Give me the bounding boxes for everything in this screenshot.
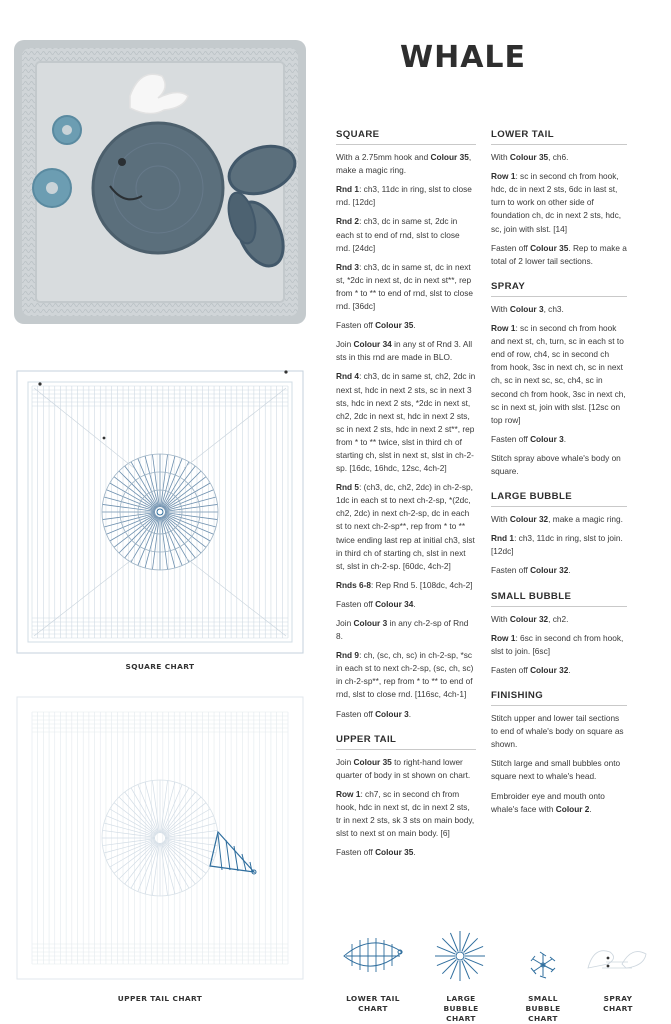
whale-square-photo — [12, 38, 310, 328]
body-text: . — [413, 598, 416, 609]
emphasis-text: Rnd 3 — [336, 261, 360, 272]
instruction-paragraph — [336, 756, 476, 782]
large-bubble-chart — [432, 928, 488, 984]
body-text: to right-hand lower quarter of body in st shown on chart. — [336, 756, 471, 780]
lower-tail-section — [491, 128, 627, 268]
instruction-paragraph — [491, 790, 627, 816]
body-text: . — [589, 803, 592, 814]
lower-tail-chart — [338, 930, 408, 980]
instruction-paragraph — [336, 846, 476, 859]
body-text: . — [413, 847, 416, 858]
body-text: : ch, (sc, ch, sc) in ch-2-sp, *sc in each st to next ch-2-sp, (sc, ch, sc) in ch-2-sp**, rep from * to ** to end of rnd, slst to close rnd. [116sc, 4ch-1] — [336, 650, 474, 700]
upper-tail-chart-highlight — [210, 832, 256, 874]
emphasis-text: Row 1 — [491, 171, 516, 182]
emphasis-text: Colour 32 — [509, 613, 549, 624]
chart-spoke — [465, 958, 483, 966]
square-section — [336, 128, 476, 721]
body-text: . — [408, 708, 412, 719]
emphasis-text: Colour 2 — [555, 803, 590, 814]
body-text: : ch3, 11dc in ring, slst to join. [12dc] — [491, 533, 623, 557]
instruction-paragraph — [336, 370, 476, 475]
body-text: . — [568, 565, 571, 576]
upper-tail-chart-caption: UPPER TAIL CHART — [117, 994, 203, 1003]
emphasis-text: Rnds 6-8 — [336, 579, 372, 590]
chart-spoke — [110, 515, 156, 542]
body-text: in any st of Rnd 3. All sts in this rnd are made in BLO. — [336, 339, 473, 363]
upper-tail-chart — [14, 694, 306, 982]
instruction-paragraph — [491, 433, 627, 446]
instruction-paragraph — [336, 598, 476, 611]
body-text: , make a magic ring. — [548, 514, 623, 525]
chart-spoke — [152, 517, 159, 570]
spray-section — [491, 280, 627, 478]
spray-chart-caption: SPRAY CHART — [603, 994, 633, 1013]
emphasis-text: Row 1 — [491, 632, 516, 643]
body-text: With a 2.75mm hook and — [336, 152, 431, 163]
emphasis-text: Rnd 1 — [491, 533, 515, 544]
body-text: Fasten off — [336, 847, 376, 858]
emphasis-text: Colour 35 — [353, 756, 392, 767]
body-text: : ch3, dc in same st, ch2, 2dc in next st, hdc in next 2 sts, sc in next 3 sts, hdc in next 2 sts, *2dc in next st, ch2, 2dc in next st, hdc in next 2 sts, sc in next 2 sts, hdc in next 2 st**, rep from * to ** twice, slst in third ch of starting ch, slst in next st, slst in ch-2-sp. [16dc, 16hdc, 12sc, 4ch-2] — [336, 371, 476, 474]
chart-spoke — [110, 483, 156, 510]
square-chart-caption: SQUARE CHART — [125, 662, 195, 671]
instruction-paragraph — [336, 649, 476, 701]
chart-spoke — [131, 842, 158, 888]
body-text: in any ch-2-sp of Rnd 8. — [336, 618, 469, 642]
body-text: Join — [336, 756, 354, 767]
chart-spoke — [462, 933, 470, 951]
chart-spoke — [114, 841, 156, 873]
instruction-paragraph — [491, 532, 627, 558]
chart-spoke — [152, 454, 159, 507]
body-text: : sc in second ch from hook, hdc, dc in next 2 sts, 6dc in last st, turn to work on other side of foundation ch, dc in next 2 sts, hdc, sc, join with slst. [14] — [491, 171, 622, 234]
instruction-paragraph — [491, 513, 627, 526]
body-text: . — [563, 433, 567, 444]
body-text: Stitch upper and lower tail sections to end of whale's body on square as shown. — [491, 713, 624, 750]
instruction-paragraph — [336, 151, 476, 177]
emphasis-text: Rnd 9 — [336, 650, 360, 661]
small-bubble-section — [491, 590, 627, 677]
small-bubble-chart-caption: SMALL BUBBLE CHART — [525, 994, 561, 1023]
instruction-paragraph — [336, 183, 476, 209]
finishing-heading: FINISHING — [491, 689, 627, 706]
chart-spoke — [164, 809, 210, 836]
chart-spoke — [464, 938, 478, 952]
emphasis-text: Colour 35 — [375, 847, 414, 858]
body-text: : (ch3, dc, ch2, 2dc) in ch-2-sp, 1dc in each st to next ch-2-sp, *(2dc, ch2, 2dc) in next ch-2-sp, dc in each st to next ch-2-sp**, rep from * to ** twice ending last rep at initial ch3, slst in third ch of starting ch, slst in next st, slst in ch-2-sp. [60dc, 4ch-2] — [336, 482, 475, 571]
instruction-paragraph — [336, 481, 476, 573]
emphasis-text: Rnd 5 — [336, 482, 360, 493]
chart-spoke — [163, 788, 190, 834]
emphasis-text: Colour 3 — [530, 433, 564, 444]
lower-tail-heading: LOWER TAIL — [491, 128, 627, 145]
spray-chart — [582, 938, 652, 980]
body-text: Fasten off — [336, 708, 376, 719]
body-text: : ch3, dc in same st, 2dc in each st to end of rnd, slst to close rnd. [24dc] — [336, 216, 460, 253]
instruction-paragraph — [336, 788, 476, 840]
emphasis-text: Row 1 — [336, 788, 361, 799]
chart-spoke — [161, 517, 168, 570]
whale-body-motif — [93, 123, 223, 253]
chart-spoke — [131, 462, 158, 508]
chart-spoke — [131, 516, 158, 562]
square-heading: SQUARE — [336, 128, 476, 145]
instruction-paragraph — [491, 613, 627, 626]
spray-heading: SPRAY — [491, 280, 627, 297]
body-text: With — [491, 152, 510, 163]
chart-spoke — [437, 958, 455, 966]
large-bubble-section — [491, 490, 627, 577]
body-text: With — [491, 303, 510, 314]
instruction-paragraph — [491, 242, 627, 268]
instruction-paragraph — [491, 322, 627, 427]
emphasis-text: Colour 35 — [375, 320, 414, 331]
small-bubble-chart — [528, 950, 558, 980]
instruction-paragraph — [336, 319, 476, 332]
body-text: . — [568, 664, 571, 675]
emphasis-text: Colour 35 — [509, 152, 549, 163]
instruction-paragraph — [491, 564, 627, 577]
chart-spoke — [164, 515, 210, 542]
body-text: : Rep Rnd 5. [108dc, 4ch-2] — [371, 579, 473, 590]
lower-tail-chart-caption: LOWER TAIL CHART — [346, 994, 400, 1013]
instruction-paragraph — [491, 757, 627, 783]
body-text: Fasten off — [491, 664, 531, 675]
chart-spoke — [442, 938, 456, 952]
chart-spoke — [164, 483, 210, 510]
chart-spoke — [163, 792, 195, 834]
small-bubble-heading: SMALL BUBBLE — [491, 590, 627, 607]
chart-spoke — [465, 946, 483, 954]
page-title: WHALE — [400, 40, 527, 75]
instruction-paragraph — [336, 579, 476, 592]
chart-spoke — [161, 454, 168, 507]
chart-spoke — [125, 792, 157, 834]
emphasis-text: Colour 35 — [430, 152, 469, 163]
chart-spoke — [125, 842, 157, 884]
emphasis-text: Colour 3 — [375, 708, 409, 719]
instruction-paragraph — [491, 151, 627, 164]
emphasis-text: Colour 32 — [509, 514, 549, 525]
chart-spoke — [462, 961, 470, 979]
large-bubble-heading: LARGE BUBBLE — [491, 490, 627, 507]
emphasis-text: Colour 32 — [530, 664, 569, 675]
chart-spoke — [450, 933, 458, 951]
body-text: : 6sc in second ch from hook, slst to join. [6sc] — [491, 632, 624, 656]
body-text: . — [413, 320, 416, 331]
chart-spoke — [110, 809, 156, 836]
body-text: : ch7, sc in second ch from hook, hdc in next st, dc in next 2 sts, tr in next 2 sts, sk 3 sts on main body, slst to next st on main body. [6] — [336, 788, 475, 839]
body-text: With — [491, 613, 510, 624]
body-text: , ch6. — [548, 152, 569, 163]
chart-spoke — [152, 780, 159, 833]
chart-spoke — [163, 462, 190, 508]
emphasis-text: Colour 3 — [353, 618, 388, 628]
instruction-paragraph — [336, 261, 476, 313]
body-text: , ch3. — [543, 303, 564, 314]
emphasis-text: Rnd 2 — [336, 216, 360, 227]
instruction-paragraph — [491, 664, 627, 677]
body-text: Embroider eye and mouth onto whale's face with — [491, 790, 605, 814]
body-text: Fasten off — [491, 565, 531, 576]
body-text: , ch2. — [548, 613, 569, 624]
upper-tail-heading: UPPER TAIL — [336, 733, 476, 750]
finishing-section — [491, 689, 627, 816]
emphasis-text: Rnd 1 — [336, 184, 360, 195]
body-text: : ch3, 11dc in ring, slst to close rnd. [12dc] — [336, 184, 472, 208]
instruction-paragraph — [491, 170, 627, 235]
instruction-paragraph — [336, 617, 476, 643]
instruction-paragraph — [336, 708, 476, 721]
chart-spoke — [131, 788, 158, 834]
emphasis-text: Rnd 4 — [336, 371, 360, 382]
chart-spoke — [450, 961, 458, 979]
instruction-paragraph — [336, 215, 476, 254]
instruction-paragraph — [491, 712, 627, 751]
chart-spoke — [114, 803, 156, 835]
chart-spoke — [161, 843, 168, 896]
emphasis-text: Colour 3 — [509, 303, 544, 314]
large-bubble-chart-caption: LARGE BUBBLE CHART — [443, 994, 479, 1023]
chart-spoke — [163, 842, 190, 888]
body-text: Fasten off — [491, 242, 531, 253]
chart-spoke — [164, 841, 210, 868]
upper-tail-section — [336, 733, 476, 860]
body-text: : sc in second ch from hook and next st, ch, turn, sc in each st to end of row, ch4, sc in second ch from hook, 3sc in next ch, sc in next ch, sc in next sc, sc, ch4, sc in second ch from hook, 3sc in next ch, sc in next st, join with slst. [12sc on top row] — [491, 323, 626, 425]
chart-spoke — [161, 780, 168, 833]
chart-spoke — [164, 841, 206, 873]
chart-spoke — [464, 960, 478, 974]
body-text: : ch3, dc in same st, dc in next st, *2dc in next st, dc in next st**, rep from * to ** to end of rnd, slst to close rnd. [36dc] — [336, 261, 473, 312]
chart-spoke — [437, 946, 455, 954]
column-right — [491, 128, 627, 828]
body-text: , make a magic ring. — [336, 152, 472, 176]
emphasis-text: Colour 34 — [353, 339, 392, 350]
emphasis-text: Colour 34 — [375, 598, 414, 609]
chart-spoke — [152, 843, 159, 896]
emphasis-text: Colour 35 — [530, 242, 569, 253]
body-text: . Rep to make a total of 2 lower tail sections. — [491, 242, 627, 266]
instruction-paragraph — [491, 452, 627, 478]
column-left — [336, 128, 476, 871]
body-text: Stitch large and small bubbles onto square next to whale's head. — [491, 758, 621, 782]
body-text: Fasten off — [336, 598, 376, 609]
emphasis-text: Colour 32 — [530, 565, 569, 576]
whale-eye — [118, 158, 126, 166]
chart-spoke — [164, 803, 206, 835]
body-text: Fasten off — [336, 320, 376, 331]
instruction-paragraph — [491, 632, 627, 658]
chart-spoke — [163, 516, 190, 562]
body-text: With — [491, 514, 510, 525]
body-text: Stitch spray above whale's body on square. — [491, 452, 621, 476]
body-text: Join — [336, 339, 354, 350]
chart-spoke — [110, 841, 156, 868]
instruction-paragraph — [491, 303, 627, 316]
square-chart — [14, 368, 306, 656]
body-text: Join — [336, 618, 354, 628]
emphasis-text: Row 1 — [491, 323, 516, 334]
instruction-paragraph — [336, 338, 476, 364]
chart-spoke — [163, 842, 195, 884]
body-text: Fasten off — [491, 433, 531, 444]
chart-spoke — [442, 960, 456, 974]
